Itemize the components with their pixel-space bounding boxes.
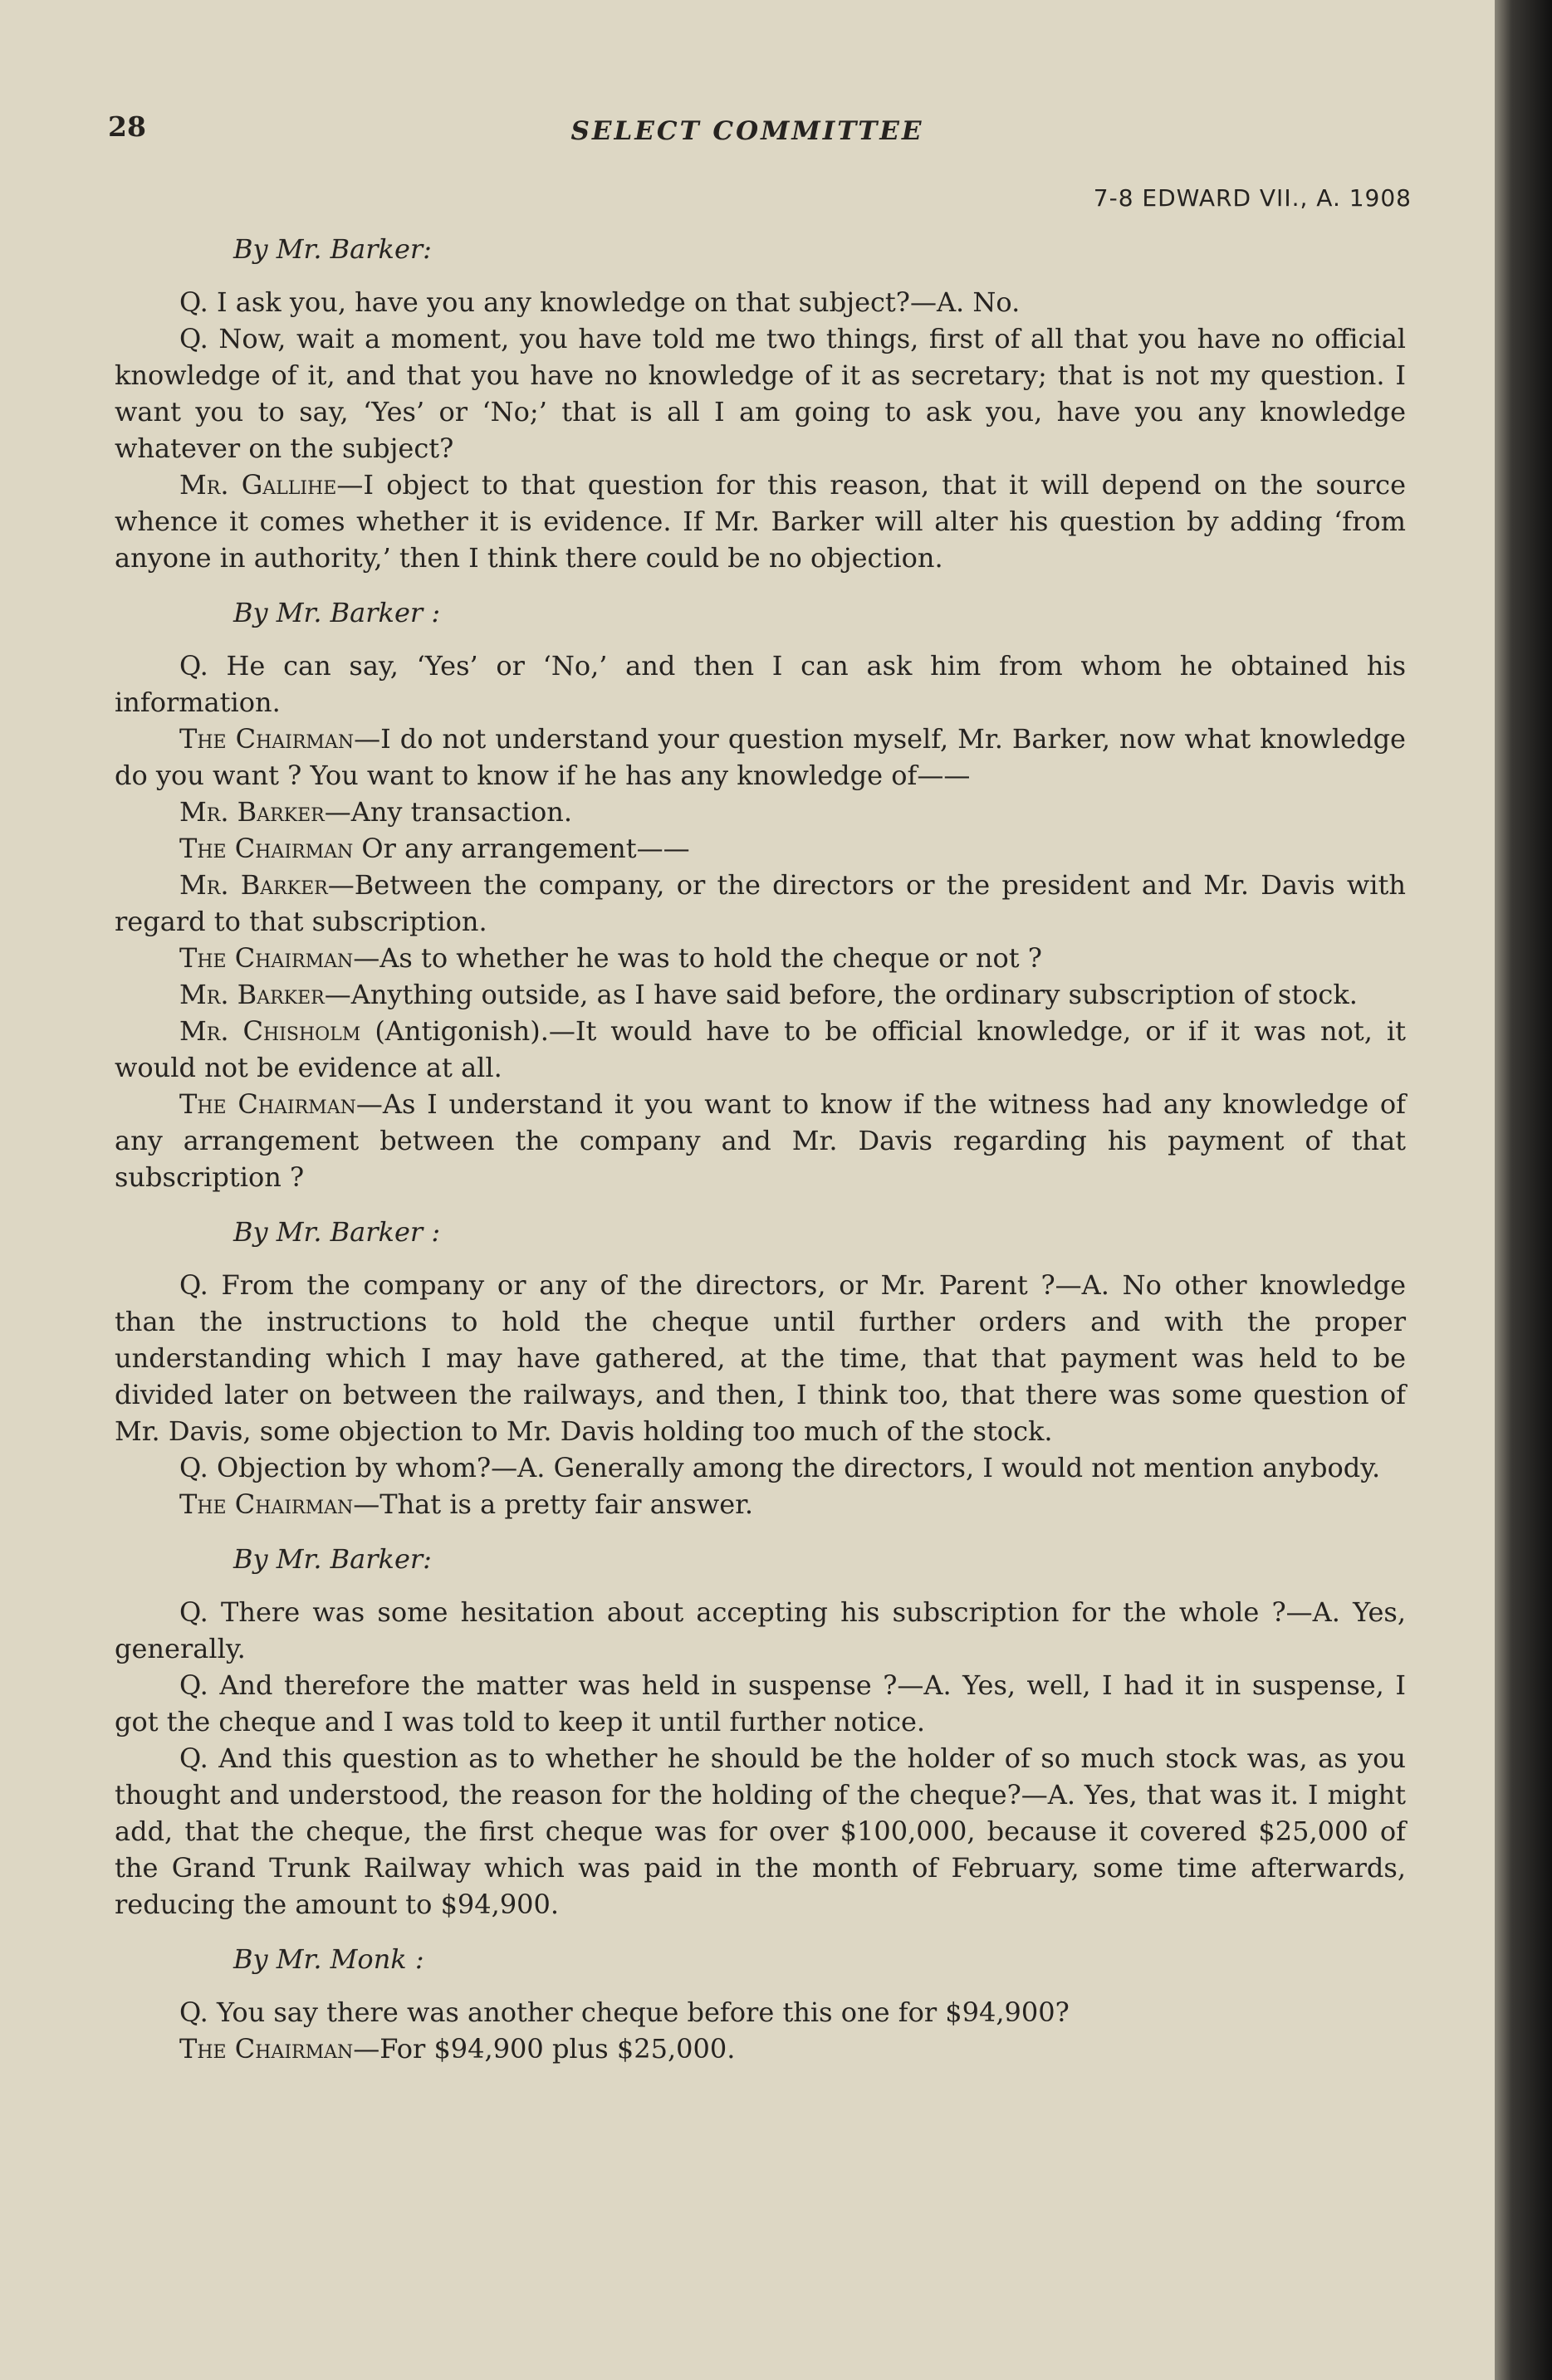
speaker-name: The Chairman bbox=[179, 723, 355, 755]
examiner-heading: By Mr. Barker : bbox=[233, 1216, 441, 1248]
speech-text: —As to whether he was to hold the cheque or not ? bbox=[353, 942, 1042, 974]
examiner-heading: By Mr. Barker: bbox=[233, 233, 432, 265]
page-number: 28 bbox=[108, 110, 146, 143]
speech-text: Or any arrangement—— bbox=[353, 833, 690, 864]
speech-paragraph bbox=[115, 830, 1406, 867]
testimony-paragraph: Q. Now, wait a moment, you have told me two things, first of all that you have no official knowledge of it, and that you have no knowledge of it as secretary; that is not my question. I want you to say, ‘Yes’ or ‘No;’ that is all I am going to ask you, have you any knowledge whatever on the subject? bbox=[115, 323, 1406, 464]
speech-paragraph bbox=[115, 467, 1406, 576]
document-body bbox=[115, 231, 1406, 2067]
testimony-paragraph: Q. Objection by whom?—A. Generally among the directors, I would not mention anybody. bbox=[179, 1452, 1381, 1483]
speech-paragraph bbox=[115, 1013, 1406, 1086]
speech-paragraph bbox=[115, 976, 1406, 1013]
speech-text: —Between the company, or the directors or the president and Mr. Davis with regard to that subscription. bbox=[115, 869, 1407, 937]
testimony-paragraph: Q. You say there was another cheque before this one for $94,900? bbox=[179, 1996, 1070, 2028]
speech-paragraph bbox=[115, 1086, 1406, 1195]
speech-text: —As I understand it you want to know if the witness had any knowledge of any arrangement between the company and Mr. Davis regarding his payment of that subscription ? bbox=[115, 1088, 1407, 1193]
speech-text: —That is a pretty fair answer. bbox=[353, 1488, 754, 1520]
speaker-name: Mr. Gallihe bbox=[179, 469, 337, 501]
speaker-name: Mr. Barker bbox=[179, 796, 325, 828]
testimony-paragraph: Q. I ask you, have you any knowledge on that subject?—A. No. bbox=[179, 286, 1021, 318]
speech-paragraph bbox=[115, 721, 1406, 794]
speech-text: —For $94,900 plus $25,000. bbox=[353, 2033, 736, 2065]
examiner-heading: By Mr. Barker: bbox=[233, 1543, 432, 1575]
speech-paragraph bbox=[115, 2031, 1406, 2067]
session-label: 7-8 EDWARD VII., A. 1908 bbox=[1093, 184, 1412, 212]
speaker-name: The Chairman bbox=[179, 942, 354, 974]
speaker-name: The Chairman bbox=[179, 833, 354, 864]
running-head: SELECT COMMITTEE bbox=[570, 116, 924, 146]
testimony-paragraph: Q. He can say, ‘Yes’ or ‘No,’ and then I can ask him from whom he obtained his information. bbox=[115, 650, 1406, 718]
speaker-name: The Chairman bbox=[179, 2033, 354, 2065]
speech-text: —I object to that question for this reason, that it will depend on the source whence it comes whether it is evidence. If Mr. Barker will alter his question by adding ‘from anyone in authority,’ then I think there could be no objection. bbox=[115, 469, 1407, 574]
speaker-name: The Chairman bbox=[179, 1088, 356, 1120]
speech-text: (Antigonish).—It would have to be official knowledge, or if it was not, it would not be evidence at all. bbox=[115, 1015, 1407, 1083]
testimony-paragraph: Q. And therefore the matter was held in suspense ?—A. Yes, well, I had it in suspense, I got the cheque and I was told to keep it until further notice. bbox=[115, 1669, 1406, 1737]
speech-paragraph bbox=[115, 940, 1406, 976]
speech-paragraph bbox=[115, 794, 1406, 830]
speech-text: —I do not understand your question myself, Mr. Barker, now what knowledge do you want ? You want to know if he has any knowledge of—— bbox=[115, 723, 1406, 791]
book-spine-shadow bbox=[1495, 0, 1552, 2380]
examiner-heading: By Mr. Monk : bbox=[233, 1943, 424, 1975]
examiner-heading: By Mr. Barker : bbox=[233, 597, 441, 628]
speaker-name: Mr. Barker bbox=[179, 869, 328, 901]
speaker-name: The Chairman bbox=[179, 1488, 354, 1520]
speech-paragraph bbox=[115, 867, 1406, 940]
speaker-name: Mr. Barker bbox=[179, 979, 325, 1010]
testimony-paragraph: Q. There was some hesitation about accepting his subscription for the whole ?—A. Yes, generally. bbox=[115, 1596, 1406, 1664]
speaker-name: Mr. Chisholm bbox=[179, 1015, 361, 1047]
testimony-paragraph: Q. And this question as to whether he should be the holder of so much stock was, as you thought and understood, the reason for the holding of the cheque?—A. Yes, that was it. I might add, that the cheque, the first cheque was for over $100,000, because it covered $25,000 of the Grand Trunk Railway which was paid in the month of February, some time afterwards, reducing the amount to $94,900. bbox=[115, 1742, 1406, 1920]
speech-text: —Anything outside, as I have said before, the ordinary subscription of stock. bbox=[324, 979, 1358, 1010]
speech-text: —Any transaction. bbox=[324, 796, 573, 828]
speech-paragraph bbox=[115, 1486, 1406, 1522]
testimony-paragraph: Q. From the company or any of the directors, or Mr. Parent ?—A. No other knowledge than the instructions to hold the cheque until further orders and with the proper understanding which I may have gathered, at the time, that that payment was held to be divided later on between the railways, and then, I think too, that there was some question of Mr. Davis, some objection to Mr. Davis holding too much of the stock. bbox=[115, 1269, 1406, 1447]
